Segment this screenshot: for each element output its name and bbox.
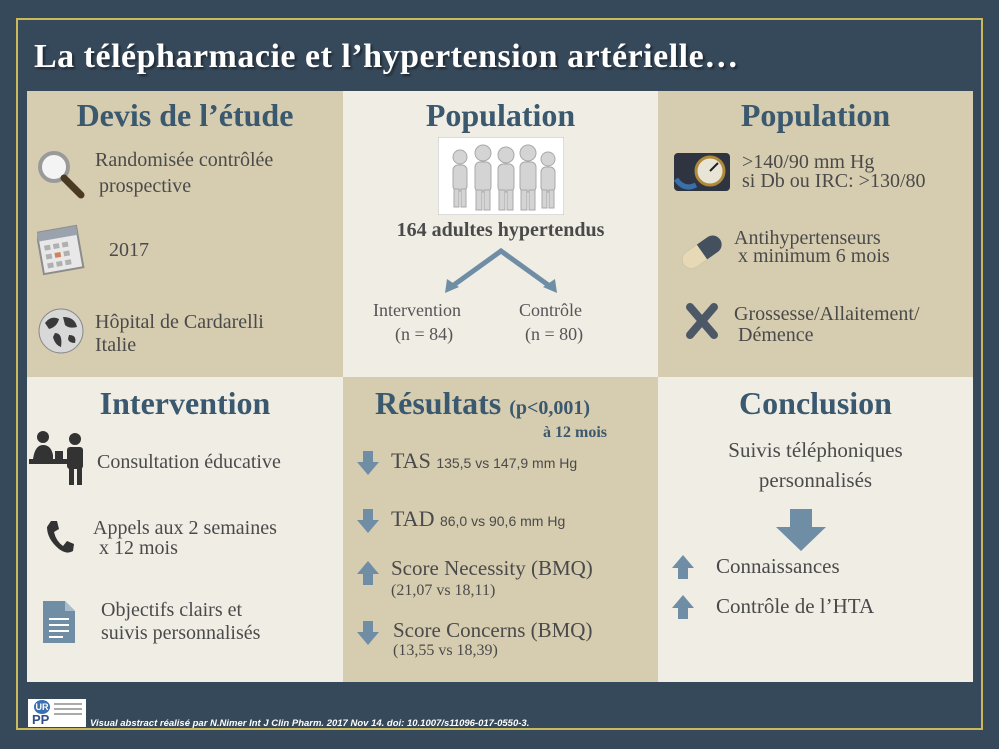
result-necessity-detail: (21,07 vs 18,11) — [391, 582, 496, 599]
population-adults-count: 164 adultes hypertendus — [396, 219, 605, 241]
branch-controle-label: Contrôle — [519, 300, 582, 320]
devis-item-2: 2017 — [109, 239, 149, 261]
branch-arrow-icon — [443, 245, 563, 295]
intervention-item-2-line2: x 12 mois — [99, 537, 178, 559]
document-icon — [41, 599, 77, 645]
resultats-pvalue: (p<0,001) — [509, 397, 591, 419]
conclusion-heading: Conclusion — [739, 385, 892, 421]
conclusion-knowledge-arrow-up-icon — [672, 555, 694, 579]
consultation-icon — [29, 429, 89, 485]
intervention-item-3-line1: Objectifs clairs et — [101, 599, 243, 621]
devis-item-1-line1: Randomisée contrôlée — [95, 149, 274, 171]
logo-letters-top: UR — [35, 702, 49, 712]
globe-icon — [35, 305, 87, 357]
phone-icon — [45, 519, 75, 555]
criteria-bp-line2: si Db ou IRC: >130/80 — [742, 170, 926, 192]
resultats-subtitle: à 12 mois — [543, 424, 607, 441]
result-tad-label: TAD — [391, 506, 435, 531]
devis-item-3-line1: Hôpital de Cardarelli — [95, 311, 264, 333]
branch-intervention-n: (n = 84) — [395, 324, 454, 344]
result-necessity-arrow-up-icon — [357, 561, 379, 585]
resultats-panel — [343, 377, 658, 682]
pill-capsule-icon — [678, 229, 726, 275]
urpp-logo — [28, 699, 86, 727]
exclusion-x-icon — [684, 301, 720, 341]
content-grid — [27, 91, 973, 682]
result-tas-row — [391, 449, 577, 475]
logo-letters-bottom: PP — [32, 712, 50, 727]
criteria-exclusion-line1: Grossesse/Allaitement/ — [734, 303, 920, 325]
resultats-heading-row — [375, 385, 658, 422]
criteria-exclusion-line2: Démence — [738, 324, 814, 346]
footer-citation: Visual abstract réalisé par N.Nimer Int J Clin Pharm. 2017 Nov 14. doi: 10.1007/s11096-017-0550-3. — [90, 718, 530, 729]
resultats-heading: Résultats — [375, 385, 502, 421]
population-center-heading: Population — [425, 97, 576, 133]
result-concerns-label: Score Concerns (BMQ) — [393, 618, 593, 642]
intervention-panel — [27, 377, 343, 682]
intervention-item-2-line1: Appels aux 2 semaines — [93, 517, 277, 539]
population-criteria-panel — [658, 91, 973, 377]
result-tad-detail: 86,0 vs 90,6 mm Hg — [439, 513, 566, 529]
result-necessity-label: Score Necessity (BMQ) — [391, 556, 593, 580]
criteria-bp-line1: >140/90 mm Hg — [742, 151, 875, 173]
intervention-item-1: Consultation éducative — [97, 451, 281, 473]
people-group-icon — [438, 137, 564, 215]
branch-intervention-label: Intervention — [373, 300, 461, 320]
result-tas-detail: 135,5 vs 147,9 mm Hg — [436, 455, 578, 471]
blood-pressure-icon — [674, 149, 732, 193]
result-tad-row — [391, 507, 565, 533]
conclusion-knowledge: Connaissances — [716, 554, 840, 578]
result-tas-arrow-down-icon — [357, 451, 379, 475]
devis-item-3-line2: Italie — [95, 334, 137, 356]
conclusion-control-arrow-up-icon — [672, 595, 694, 619]
conclusion-line1: Suivis téléphoniques — [728, 438, 903, 462]
conclusion-panel — [658, 377, 973, 682]
result-tad-arrow-down-icon — [357, 509, 379, 533]
population-criteria-heading: Population — [740, 97, 891, 133]
result-tas-label: TAS — [391, 448, 431, 473]
branch-controle-n: (n = 80) — [525, 324, 584, 344]
devis-panel — [27, 91, 343, 377]
devis-heading: Devis de l’étude — [76, 97, 294, 133]
criteria-antihypertensive-line1: Antihypertenseurs — [734, 227, 881, 249]
criteria-antihypertensive-line2: x minimum 6 mois — [738, 245, 890, 267]
magnifier-icon — [35, 149, 87, 199]
population-center-panel — [343, 91, 658, 377]
slide-title: La télépharmacie et l’hypertension artérielle… — [34, 38, 739, 75]
intervention-heading: Intervention — [99, 385, 271, 421]
result-concerns-detail: (13,55 vs 18,39) — [393, 642, 498, 659]
calendar-icon — [37, 221, 85, 277]
devis-item-1-line2: prospective — [99, 175, 192, 197]
conclusion-line2: personnalisés — [758, 468, 873, 492]
result-concerns-arrow-down-icon — [357, 621, 379, 645]
conclusion-control: Contrôle de l’HTA — [716, 594, 875, 618]
conclusion-arrow-down-icon — [776, 509, 826, 551]
intervention-item-3-line2: suivis personnalisés — [101, 622, 261, 644]
